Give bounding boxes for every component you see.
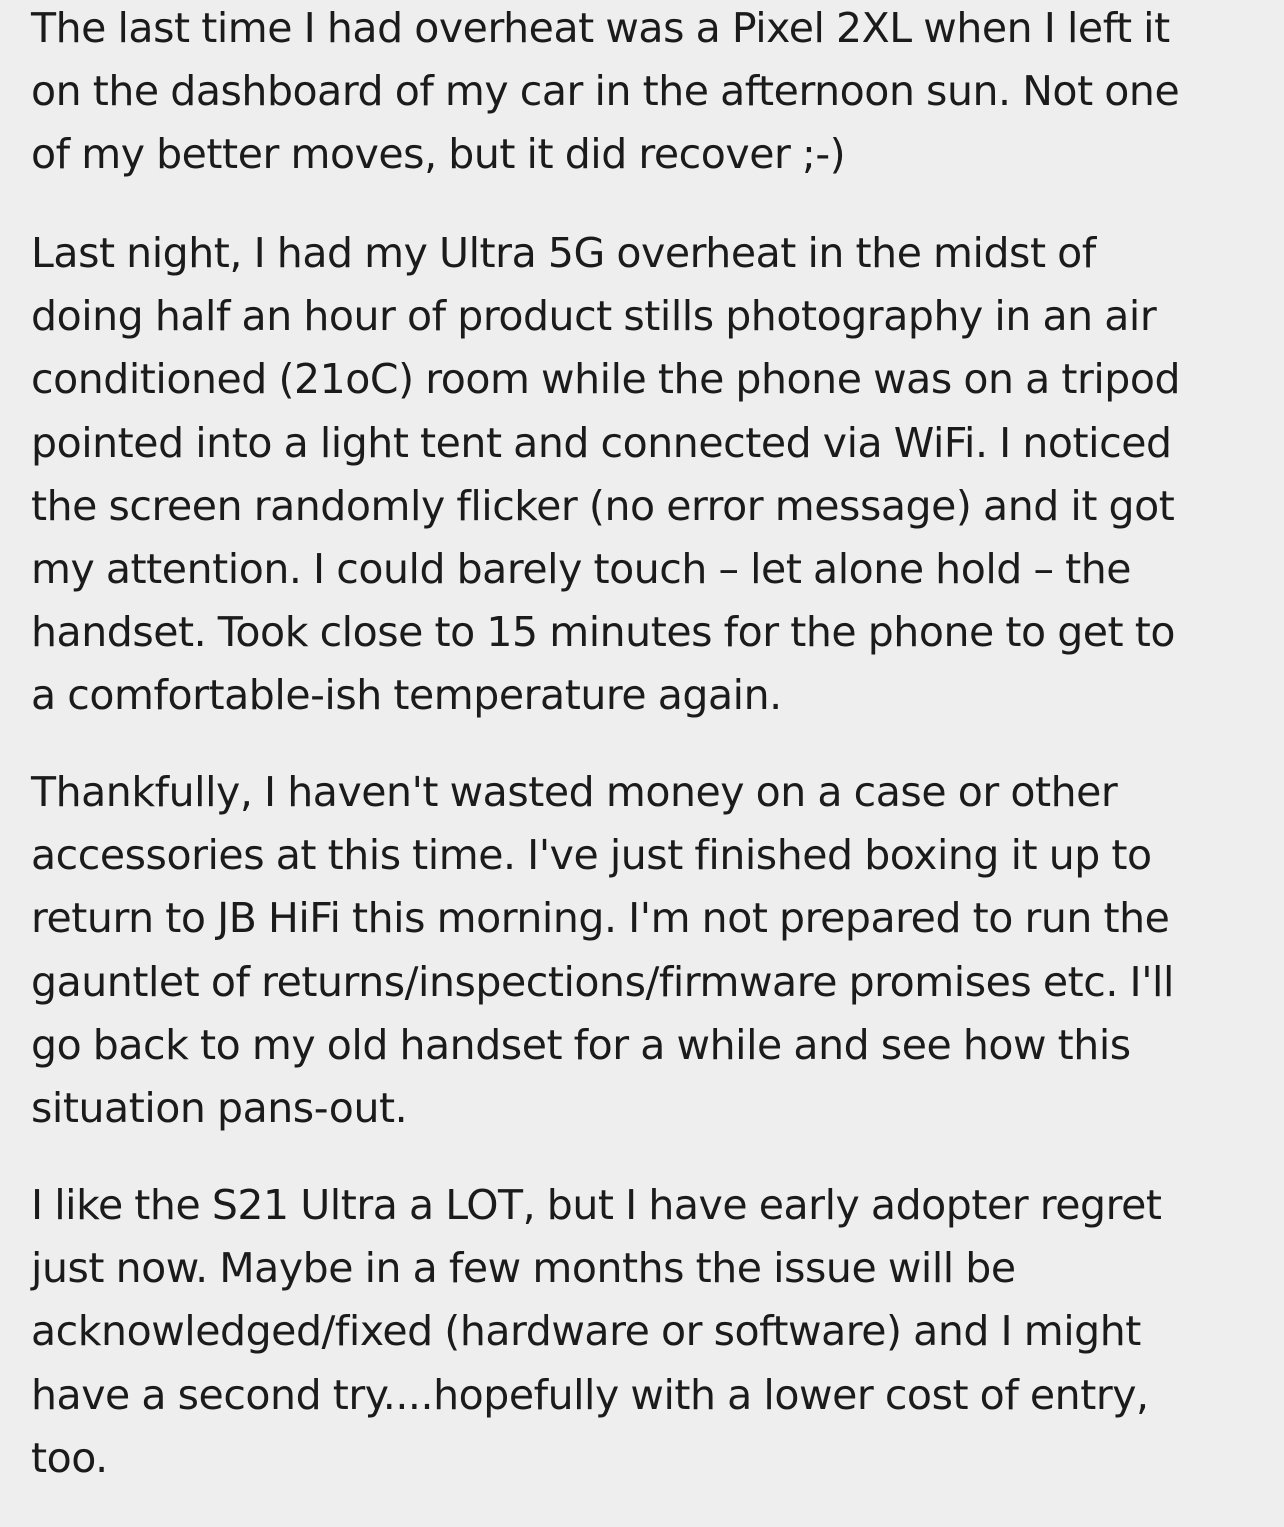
paragraph-ultra-overheat: Last night, I had my Ultra 5G overheat in the midst of doing half an hour of product stills photography in an air conditioned (21oC) room while the phone was on a tripod pointed into a light tent and connected via WiFi. I noticed the screen randomly flicker (no error message) and it got my attention. I could barely touch – let alone hold – the handset. Took close to 15 minutes for the phone to get to a comfortable-ish temperature again. — [31, 229, 1181, 720]
paragraph-return-decision: Thankfully, I haven't wasted money on a case or other accessories at this time. I've just finished boxing it up to return to JB HiFi this morning. I'm not prepared to run the gauntlet of returns/inspections/firmware promises etc. I'll go back to my old handset for a while and see how this situation pans-out. — [31, 768, 1174, 1133]
paragraph-early-adopter-regret: I like the S21 Ultra a LOT, but I have early adopter regret just now. Maybe in a few months the issue will be acknowledged/fixed (hardware or software) and I might have a second try....hopefully with a lower cost of entry, too. — [31, 1181, 1162, 1482]
paragraph-pixel-overheat: The last time I had overheat was a Pixel 2XL when I left it on the dashboard of my car in the afternoon sun. Not one of my better moves, but it did recover ;-) — [31, 4, 1180, 179]
